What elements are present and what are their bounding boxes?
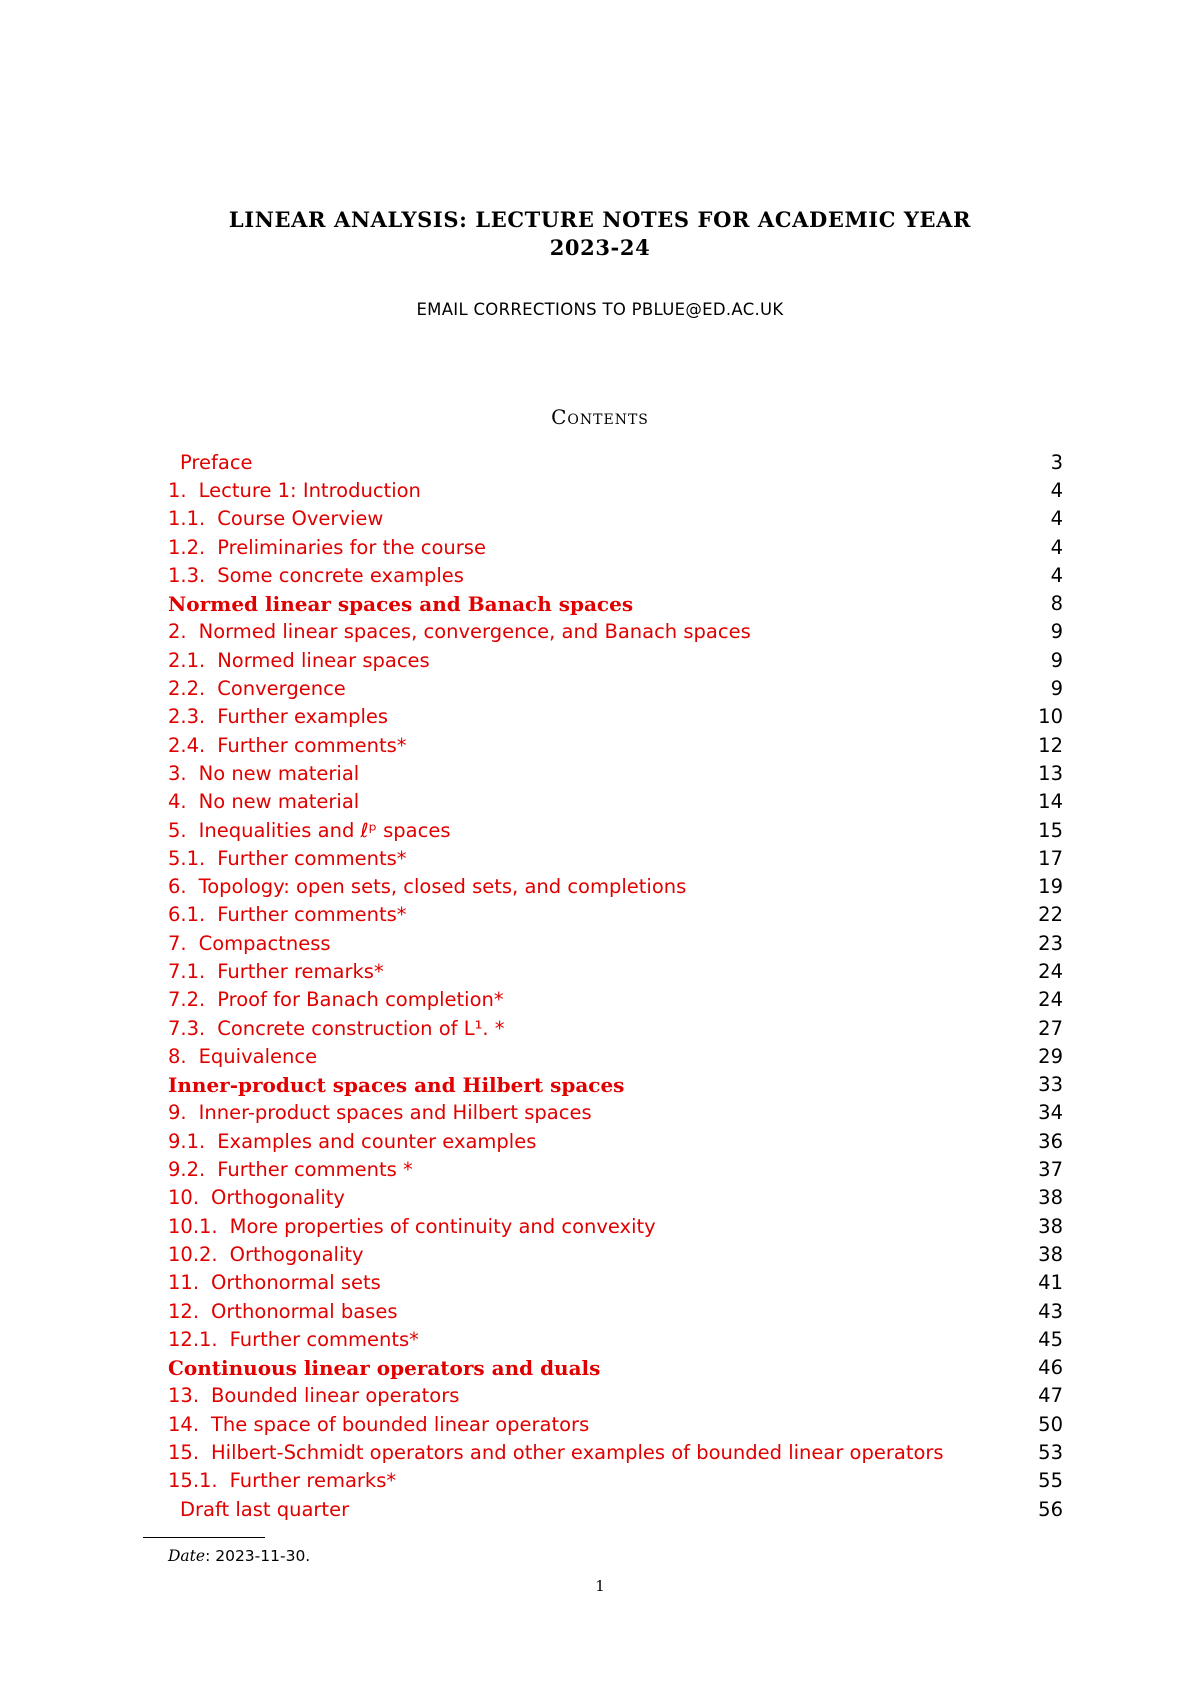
toc-entry-number: 8. <box>168 1044 187 1068</box>
toc-entry-number: 12.1. <box>168 1327 218 1351</box>
toc-entry[interactable] <box>168 844 1063 872</box>
toc-entry-number: 2. <box>168 620 187 644</box>
toc-entry-page: 33 <box>1038 1073 1063 1097</box>
toc-entry-page: 4 <box>1050 507 1063 531</box>
toc-entry[interactable] <box>168 1240 1063 1268</box>
date-footnote <box>168 1547 310 1565</box>
toc-entry-title[interactable]: Preface <box>180 450 253 474</box>
toc-entry-title[interactable]: Orthogonality <box>211 1186 345 1210</box>
toc-entry[interactable] <box>168 1212 1063 1240</box>
toc-entry-number: 12. <box>168 1299 200 1323</box>
toc-entry-page: 14 <box>1038 790 1063 814</box>
toc-entry-number: 7.3. <box>168 1016 206 1040</box>
toc-entry-number: 1. <box>168 478 187 502</box>
toc-entry[interactable] <box>168 1354 1063 1382</box>
toc-entry[interactable] <box>168 1127 1063 1155</box>
toc-entry[interactable] <box>168 929 1063 957</box>
toc-entry-title[interactable]: No new material <box>198 761 360 785</box>
toc-entry-number: 6. <box>168 875 187 899</box>
toc-entry-title[interactable]: Continuous linear operators and duals <box>168 1355 601 1380</box>
toc-entry[interactable] <box>168 646 1063 674</box>
toc-entry-title[interactable]: More properties of continuity and convexity <box>229 1214 656 1238</box>
toc-entry-page: 23 <box>1038 931 1063 955</box>
toc-entry-number: 15.1. <box>168 1469 218 1493</box>
toc-entry[interactable] <box>168 901 1063 929</box>
toc-entry[interactable] <box>168 476 1063 504</box>
toc-entry-page: 4 <box>1050 535 1063 559</box>
toc-entry-title[interactable]: Draft last quarter <box>180 1497 350 1521</box>
toc-entry-title[interactable]: Further comments * <box>217 1158 413 1182</box>
toc-entry-page: 3 <box>1050 450 1063 474</box>
toc-entry[interactable] <box>168 1014 1063 1042</box>
toc-entry-page: 4 <box>1050 563 1063 587</box>
toc-entry-title[interactable]: Inner-product spaces and Hilbert spaces <box>168 1072 625 1097</box>
toc-entry-page: 38 <box>1038 1186 1063 1210</box>
toc-entry[interactable] <box>168 1042 1063 1070</box>
toc-entry-number: 3. <box>168 761 187 785</box>
toc-entry-page: 47 <box>1038 1384 1063 1408</box>
toc-entry-number: 9. <box>168 1101 187 1125</box>
table-of-contents <box>168 448 1063 1523</box>
toc-entry-page: 29 <box>1038 1044 1063 1068</box>
toc-entry-title[interactable]: Lecture 1: Introduction <box>198 478 421 502</box>
toc-entry-title[interactable]: Bounded linear operators <box>211 1384 460 1408</box>
toc-entry-number: 10.2. <box>168 1242 218 1266</box>
toc-entry-title[interactable]: Convergence <box>217 677 346 701</box>
toc-entry[interactable] <box>168 1325 1063 1353</box>
toc-entry-number: 15. <box>168 1441 200 1465</box>
footnote-label: Date <box>168 1547 206 1565</box>
toc-entry-page: 10 <box>1038 705 1063 729</box>
toc-entry[interactable] <box>168 1438 1063 1466</box>
toc-entry-page: 9 <box>1050 677 1063 701</box>
toc-entry-number: 10. <box>168 1186 200 1210</box>
toc-entry-title[interactable]: Further comments* <box>217 903 407 927</box>
toc-entry-page: 4 <box>1050 478 1063 502</box>
toc-entry-number: 2.1. <box>168 648 206 672</box>
toc-entry-title[interactable]: Further remarks* <box>229 1469 397 1493</box>
toc-entry-page: 36 <box>1038 1129 1063 1153</box>
toc-entry-title[interactable]: Further comments* <box>217 846 407 870</box>
toc-entry-number: 2.3. <box>168 705 206 729</box>
toc-entry-page: 43 <box>1038 1299 1063 1323</box>
toc-entry-title[interactable]: Compactness <box>198 931 331 955</box>
toc-entry-page: 45 <box>1038 1327 1063 1351</box>
toc-entry-title[interactable]: Some concrete examples <box>217 563 464 587</box>
toc-entry-title[interactable]: Examples and counter examples <box>217 1129 537 1153</box>
toc-entry[interactable] <box>168 448 1063 476</box>
toc-entry[interactable] <box>168 816 1063 844</box>
toc-entry[interactable] <box>168 561 1063 589</box>
toc-entry-page: 13 <box>1038 761 1063 785</box>
toc-entry-number: 5. <box>168 818 187 842</box>
footnote-value: : 2023-11-30. <box>205 1547 311 1565</box>
toc-entry-number: 11. <box>168 1271 200 1295</box>
toc-entry[interactable] <box>168 1467 1063 1495</box>
toc-entry[interactable] <box>168 1382 1063 1410</box>
toc-entry-title[interactable]: Further comments* <box>229 1327 419 1351</box>
document-title <box>120 206 1080 262</box>
toc-entry-page: 8 <box>1050 592 1063 616</box>
toc-entry[interactable] <box>168 589 1063 617</box>
toc-entry-page: 41 <box>1038 1271 1063 1295</box>
toc-entry-title[interactable]: Course Overview <box>217 507 384 531</box>
toc-entry-page: 56 <box>1038 1497 1063 1521</box>
title-line-1: LINEAR ANALYSIS: LECTURE NOTES FOR ACADEMIC YEAR <box>228 207 972 232</box>
toc-entry[interactable] <box>168 986 1063 1014</box>
toc-entry-title[interactable]: Preliminaries for the course <box>217 535 486 559</box>
toc-entry-number: 9.2. <box>168 1158 206 1182</box>
toc-entry-title[interactable]: Topology: open sets, closed sets, and completions <box>198 875 687 899</box>
toc-entry-number: 14. <box>168 1412 200 1436</box>
toc-entry-page: 12 <box>1038 733 1063 757</box>
toc-entry[interactable] <box>168 1071 1063 1099</box>
toc-entry-number: 6.1. <box>168 903 206 927</box>
toc-entry-page: 24 <box>1038 959 1063 983</box>
toc-entry-page: 9 <box>1050 648 1063 672</box>
toc-entry-number: 7.1. <box>168 959 206 983</box>
toc-entry-page: 19 <box>1038 875 1063 899</box>
toc-entry[interactable] <box>168 957 1063 985</box>
toc-entry[interactable] <box>168 1155 1063 1183</box>
toc-entry-page: 15 <box>1038 818 1063 842</box>
toc-entry-title[interactable]: No new material <box>198 790 360 814</box>
toc-entry[interactable] <box>168 1410 1063 1438</box>
toc-entry-number: 7.2. <box>168 988 206 1012</box>
toc-entry-number: 9.1. <box>168 1129 206 1153</box>
toc-entry-title[interactable]: Orthogonality <box>229 1242 364 1266</box>
toc-entry[interactable] <box>168 1184 1063 1212</box>
toc-entry[interactable] <box>168 872 1063 900</box>
toc-entry[interactable] <box>168 788 1063 816</box>
footnote-rule <box>143 1537 265 1538</box>
toc-entry-page: 38 <box>1038 1242 1063 1266</box>
toc-entry[interactable] <box>168 1099 1063 1127</box>
toc-entry-title[interactable]: Proof for Banach completion* <box>217 988 504 1012</box>
toc-entry-page: 34 <box>1038 1101 1063 1125</box>
toc-entry-title[interactable]: Inequalities and ℓᵖ spaces <box>198 818 451 842</box>
toc-entry-title[interactable]: Normed linear spaces and Banach spaces <box>168 591 634 616</box>
toc-entry[interactable] <box>168 703 1063 731</box>
toc-entry-title[interactable]: Inner-product spaces and Hilbert spaces <box>198 1101 592 1125</box>
toc-entry-number: 1.2. <box>168 535 206 559</box>
toc-entry-title[interactable]: Further comments* <box>217 733 407 757</box>
toc-entry-title[interactable]: Equivalence <box>198 1044 318 1068</box>
toc-entry[interactable] <box>168 505 1063 533</box>
toc-entry[interactable] <box>168 618 1063 646</box>
toc-entry-number: 13. <box>168 1384 200 1408</box>
toc-entry-page: 55 <box>1038 1469 1063 1493</box>
toc-entry-page: 17 <box>1038 846 1063 870</box>
toc-entry-page: 38 <box>1038 1214 1063 1238</box>
toc-entry-number: 7. <box>168 931 187 955</box>
toc-entry-title[interactable]: Orthonormal sets <box>211 1271 381 1295</box>
toc-entry-page: 22 <box>1038 903 1063 927</box>
page-number: 1 <box>595 1577 605 1595</box>
toc-entry[interactable] <box>168 731 1063 759</box>
toc-entry-title[interactable]: Hilbert-Schmidt operators and other examples of bounded linear operators <box>211 1441 944 1465</box>
toc-entry-page: 46 <box>1038 1356 1063 1380</box>
toc-entry-page: 24 <box>1038 988 1063 1012</box>
toc-entry-page: 9 <box>1050 620 1063 644</box>
toc-entry-title[interactable]: Further examples <box>217 705 389 729</box>
toc-entry[interactable] <box>168 1495 1063 1523</box>
toc-entry-page: 27 <box>1038 1016 1063 1040</box>
toc-entry[interactable] <box>168 1269 1063 1297</box>
toc-entry-title[interactable]: Further remarks* <box>217 959 384 983</box>
toc-entry-title[interactable]: The space of bounded linear operators <box>211 1412 590 1436</box>
toc-entry-number: 1.1. <box>168 507 206 531</box>
email-corrections-line: EMAIL CORRECTIONS TO PBLUE@ED.AC.UK <box>416 300 784 319</box>
toc-entry-page: 53 <box>1038 1441 1063 1465</box>
toc-entry[interactable] <box>168 1297 1063 1325</box>
toc-entry[interactable] <box>168 674 1063 702</box>
toc-entry-page: 50 <box>1038 1412 1063 1436</box>
toc-entry-number: 2.2. <box>168 677 206 701</box>
toc-entry[interactable] <box>168 759 1063 787</box>
toc-entry-number: 10.1. <box>168 1214 218 1238</box>
toc-entry-number: 2.4. <box>168 733 206 757</box>
toc-entry-title[interactable]: Concrete construction of L¹. * <box>217 1016 505 1040</box>
toc-entry-number: 4. <box>168 790 187 814</box>
title-line-2: 2023-24 <box>549 235 651 260</box>
toc-entry-title[interactable]: Normed linear spaces <box>217 648 430 672</box>
toc-entry-title[interactable]: Orthonormal bases <box>211 1299 398 1323</box>
toc-entry-page: 37 <box>1038 1158 1063 1182</box>
toc-entry[interactable] <box>168 533 1063 561</box>
toc-entry-number: 1.3. <box>168 563 206 587</box>
toc-entry-title[interactable]: Normed linear spaces, convergence, and Banach spaces <box>198 620 751 644</box>
toc-entry-number: 5.1. <box>168 846 206 870</box>
contents-heading: Contents <box>551 405 649 429</box>
